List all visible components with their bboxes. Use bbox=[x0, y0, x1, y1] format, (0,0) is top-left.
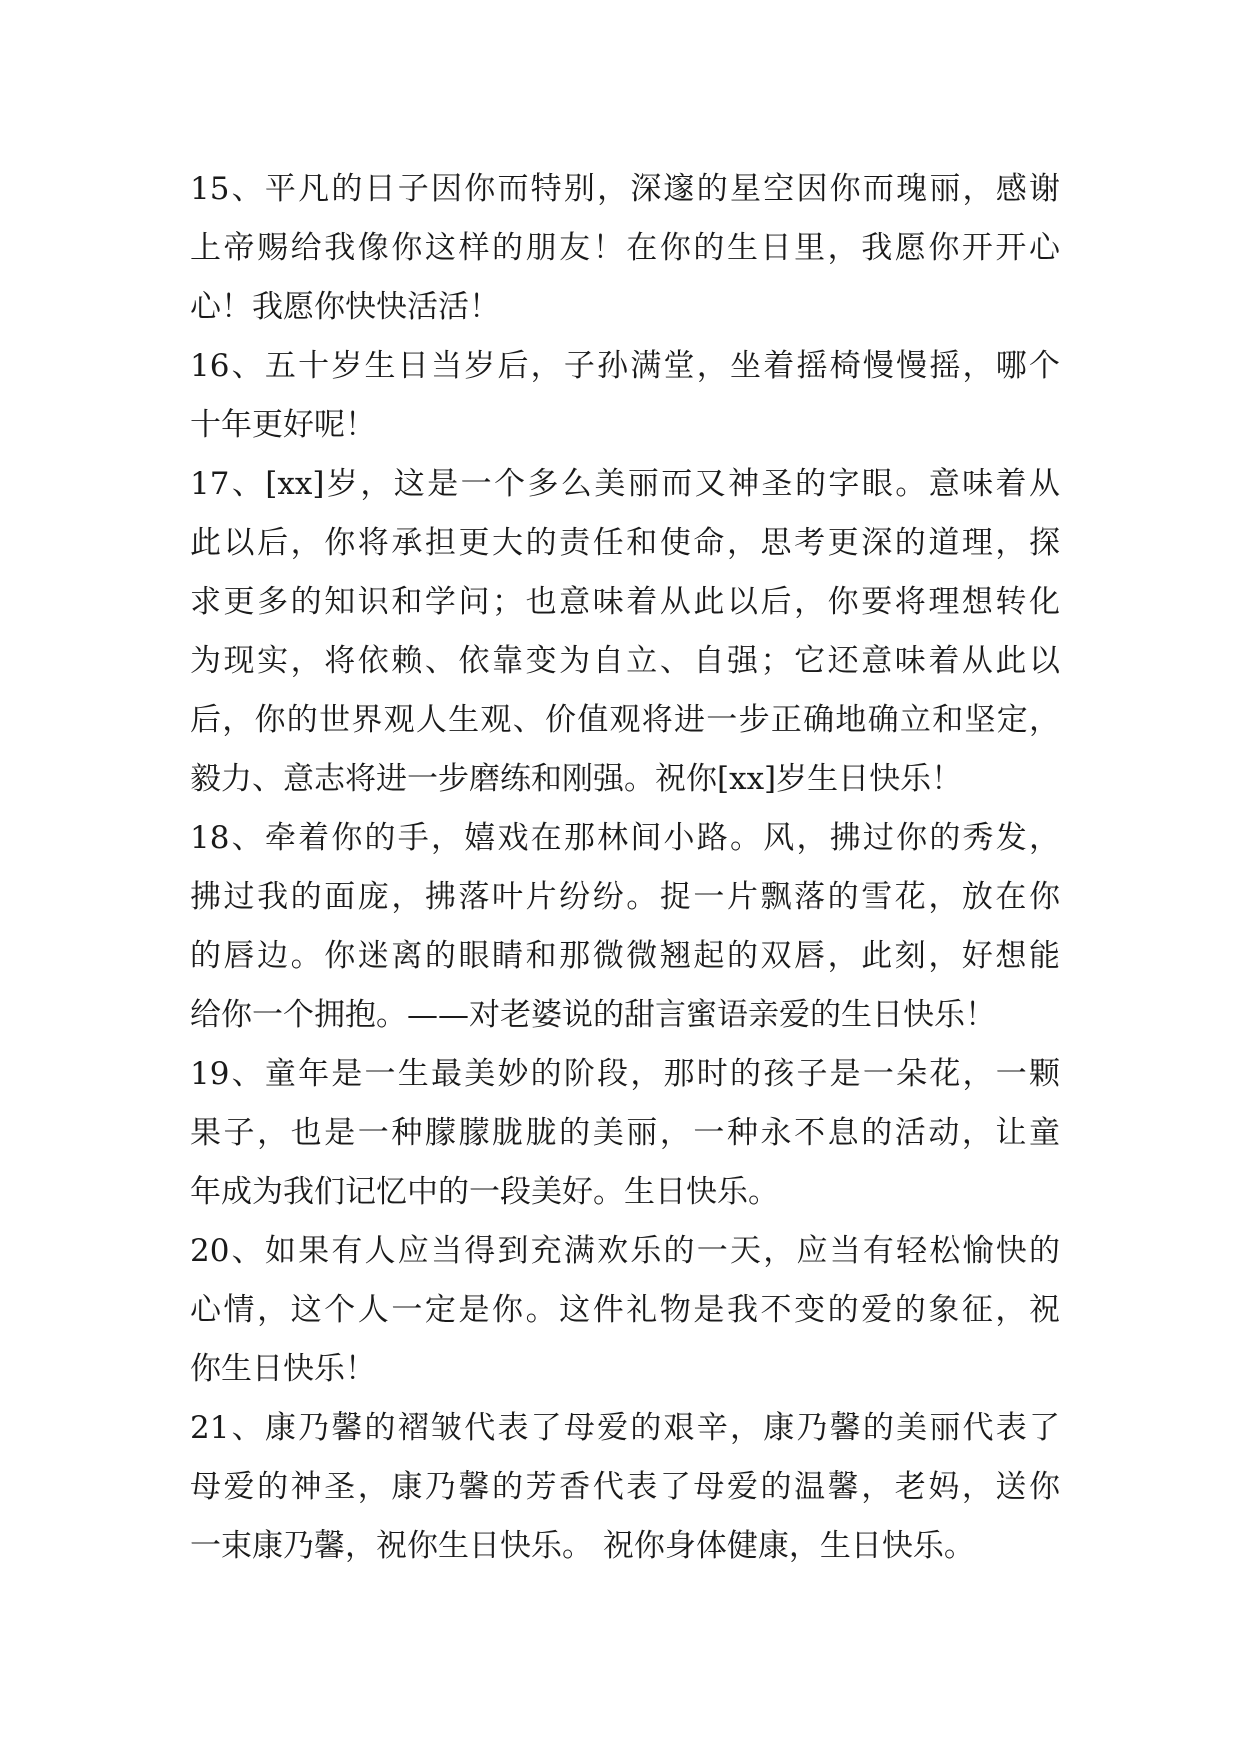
paragraph-15 bbox=[190, 160, 1060, 337]
paragraph-16 bbox=[190, 337, 1060, 455]
text-line: 毅力、意志将进一步磨练和刚强。祝你[xx]岁生日快乐！ bbox=[190, 761, 963, 797]
text-line: 母爱的神圣，康乃馨的芳香代表了母爱的温馨，老妈，送你 bbox=[190, 1469, 1060, 1505]
text-line: 17、[xx]岁，这是一个多么美丽而又神圣的字眼。意味着从 bbox=[190, 466, 1060, 502]
text-line: 心情，这个人一定是你。这件礼物是我不变的爱的象征，祝 bbox=[190, 1292, 1060, 1328]
text-line: 19、童年是一生最美妙的阶段，那时的孩子是一朵花，一颗 bbox=[190, 1056, 1060, 1092]
text-line: 18、牵着你的手，嬉戏在那林间小路。风，拂过你的秀发， bbox=[190, 820, 1060, 856]
paragraph-18 bbox=[190, 809, 1060, 1045]
text-line: 心！我愿你快快活活！ bbox=[190, 289, 500, 325]
text-line: 十年更好呢！ bbox=[190, 407, 376, 443]
text-line: 给你一个拥抱。——对老婆说的甜言蜜语亲爱的生日快乐！ bbox=[190, 997, 996, 1033]
paragraph-17 bbox=[190, 455, 1060, 809]
paragraph-21 bbox=[190, 1399, 1060, 1576]
paragraph-19 bbox=[190, 1045, 1060, 1222]
text-line: 20、如果有人应当得到充满欢乐的一天，应当有轻松愉快的 bbox=[190, 1233, 1060, 1269]
text-line: 果子，也是一种朦朦胧胧的美丽，一种永不息的活动，让童 bbox=[190, 1115, 1060, 1151]
text-line: 此以后，你将承担更大的责任和使命，思考更深的道理，探 bbox=[190, 525, 1060, 561]
text-line: 求更多的知识和学问；也意味着从此以后，你要将理想转化 bbox=[190, 584, 1060, 620]
text-line: 拂过我的面庞，拂落叶片纷纷。捉一片飘落的雪花，放在你 bbox=[190, 879, 1060, 915]
document-body bbox=[190, 160, 1060, 1576]
text-line: 后，你的世界观人生观、价值观将进一步正确地确立和坚定， bbox=[190, 702, 1060, 738]
text-line: 年成为我们记忆中的一段美好。生日快乐。 bbox=[190, 1174, 779, 1210]
text-line: 15、平凡的日子因你而特别，深邃的星空因你而瑰丽，感谢 bbox=[190, 171, 1060, 207]
text-line: 21、康乃馨的褶皱代表了母爱的艰辛，康乃馨的美丽代表了 bbox=[190, 1410, 1060, 1446]
paragraph-20 bbox=[190, 1222, 1060, 1399]
text-line: 为现实，将依赖、依靠变为自立、自强；它还意味着从此以 bbox=[190, 643, 1060, 679]
text-line: 上帝赐给我像你这样的朋友！在你的生日里，我愿你开开心 bbox=[190, 230, 1060, 266]
text-line: 你生日快乐！ bbox=[190, 1351, 376, 1387]
text-line: 一束康乃馨，祝你生日快乐。 祝你身体健康，生日快乐。 bbox=[190, 1528, 975, 1564]
text-line: 16、五十岁生日当岁后，子孙满堂，坐着摇椅慢慢摇，哪个 bbox=[190, 348, 1060, 384]
text-line: 的唇边。你迷离的眼睛和那微微翘起的双唇，此刻，好想能 bbox=[190, 938, 1060, 974]
